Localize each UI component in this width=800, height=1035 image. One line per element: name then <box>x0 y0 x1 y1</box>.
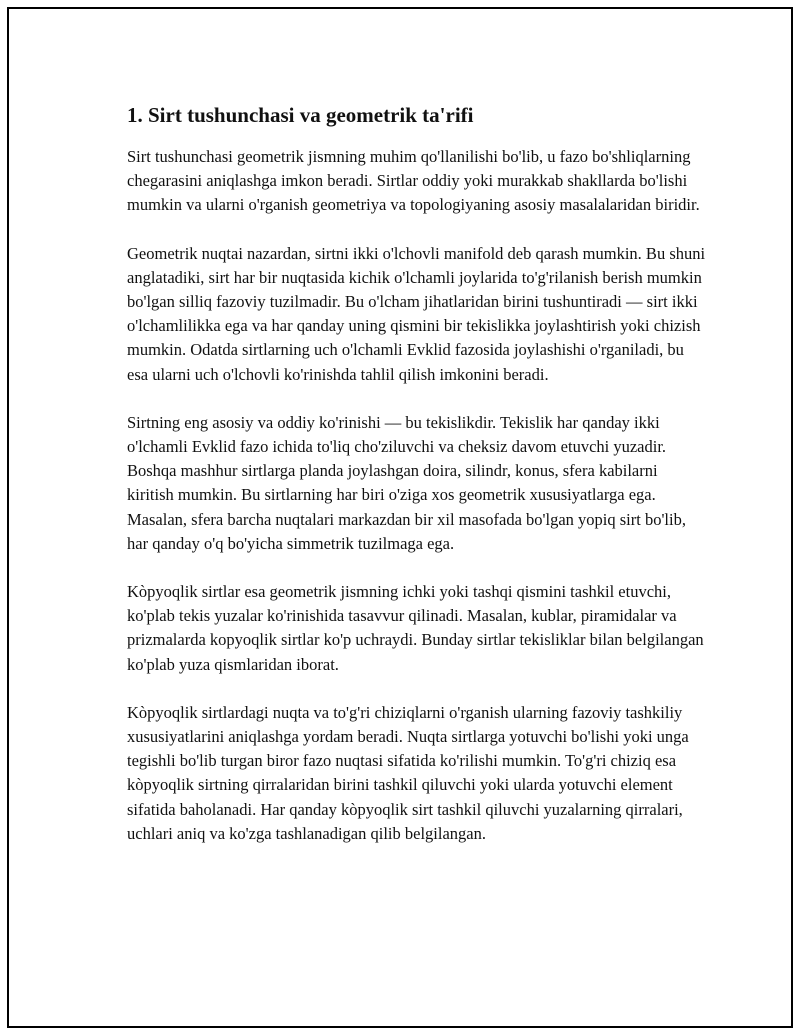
paragraph-5: Kòpyoqlik sirtlardagi nuqta va to'g'ri chiziqlarni o'rganish ularning fazoviy tashkiliy xususiyatlarini aniqlashga yordam beradi. Nuqta sirtlarga yotuvchi bo'lishi yoki unga tegishli bo'lib turgan biror fazo nuqtasi sifatida ko'rilishi mumkin. To'g'ri chiziq esa kòpyoqlik sirtning qirralaridan birini tashkil qiluvchi yoki ularda yotuvchi element sifatida baholanadi. Har qanday kòpyoqlik sirt tashkil qiluvchi yuzalarning qirralari, uchlari aniq va ko'zga tashlanadigan qilib belgilangan. <box>127 702 689 843</box>
paragraph-3: Sirtning eng asosiy va oddiy ko'rinishi — bu tekislikdir. Tekislik har qanday ikki o'lchamli Evklid fazo ichida to'liq cho'ziluvchi va cheksiz davom etuvchi yuzadir. Boshqa mashhur sirtlarga planda joylashgan doira, silindr, konus, sfera kabilarni kiritish mumkin. Bu sirtlarning har biri o'ziga xos geometrik xususiyatlarga ega. Masalan, sfera barcha nuqtalari markazdan bir xil masofada bo'lgan yopiq sirt bo'lib, har qanday o'q bo'yicha simmetrik tuzilmaga ega. <box>127 412 686 553</box>
paragraph-2: Geometrik nuqtai nazardan, sirtni ikki o'lchovli manifold deb qarash mumkin. Bu shuni anglatadiki, sirt har bir nuqtasida kichik o'lchamli joylarida to'g'rilanish berish mumkin bo'lgan silliq fazoviy tuzilmadir. Bu o'lcham jihatlaridan birini tushuntiradi — sirt ikki o'lchamlilikka ega va har qanday uning qismini bir tekislikka joylashtirish yoki chizish mumkin. Odatda sirtlarning uch o'lchamli Evklid fazosida joylashishi o'rganiladi, bu esa ularni uch o'lchovli ko'rinishda tahlil qilish imkonini beradi. <box>127 243 706 384</box>
page-frame <box>7 7 793 1028</box>
paragraph-1: Sirt tushunchasi geometrik jismning muhim qo'llanilishi bo'lib, u fazo bo'shliqlarning chegarasini aniqlashga imkon beradi. Sirtlar oddiy yoki murakkab shakllarda bo'lishi mumkin va ularni o'rganish geometriya va topologiyaning asosiy masalalaridan biridir. <box>127 147 700 215</box>
paragraph-4: Kòpyoqlik sirtlar esa geometrik jismning ichki yoki tashqi qismini tashkil etuvchi, ko'plab tekis yuzalar ko'rinishida tasavvur qilinadi. Masalan, kublar, piramidalar va prizmalarda kopyoqlik sirtlar ko'p uchraydi. Bunday sirtlar tekisliklar bilan belgilangan ko'plab yuza qismlaridan iborat. <box>127 582 704 674</box>
section-heading: 1. Sirt tushunchasi va geometrik ta'rifi <box>127 103 474 127</box>
document-body <box>127 101 707 870</box>
